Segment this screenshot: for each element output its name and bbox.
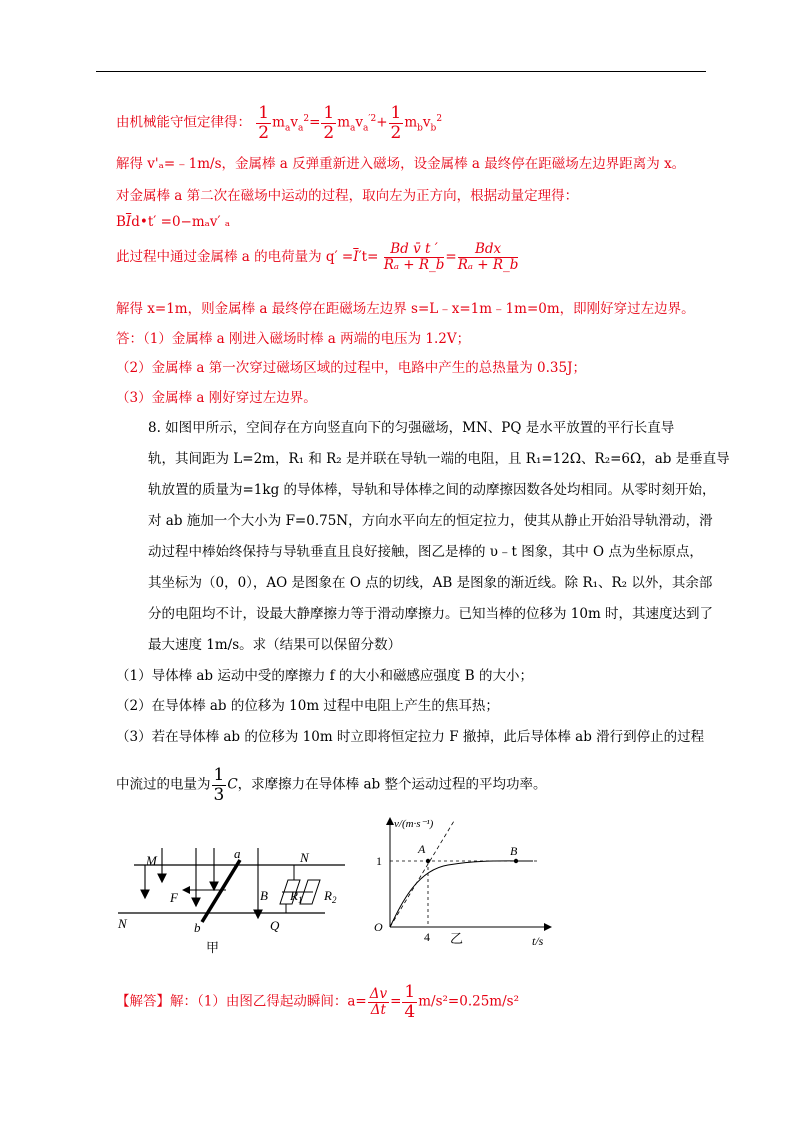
point-A — [426, 859, 430, 863]
text: ′t= — [358, 248, 379, 265]
momentum-equation — [116, 214, 230, 230]
problem-line-1: 8. 如图甲所示，空间存在方向竖直向下的匀强磁场，MN、PQ 是水平放置的平行长直导 — [148, 420, 675, 436]
y-label: v/(m·s⁻¹) — [394, 818, 434, 830]
text: a — [363, 123, 369, 134]
text: a — [284, 123, 291, 134]
field-arrows — [141, 848, 262, 918]
label-R2: $R_2$ — [324, 888, 337, 905]
text: 中流过的电量为 — [116, 776, 211, 793]
text: 2 — [370, 114, 377, 125]
text: 由机械能守恒定律得： — [116, 114, 251, 131]
text: = — [390, 993, 402, 1010]
fraction-half: $\frac{1}{2}$ — [258, 103, 270, 143]
text: a — [350, 123, 356, 134]
solution-line-3: 对金属棒 a 第二次在磁场中运动的过程，取向左为正方向，根据动量定理得： — [116, 188, 579, 204]
label-b: b — [194, 920, 201, 935]
point-B — [514, 859, 518, 863]
text: ，求摩擦力在导体棒 ab 整个运动过程的平均功率。 — [237, 776, 547, 793]
figure-jia — [110, 840, 360, 960]
fraction-bdvt: $\frac{\text{Bd v̄ t ′}}{\text{Rₐ + R\_b}}$ — [383, 241, 445, 273]
problem-line-4: 对 ab 施加一个大小为 F=0.75N，方向水平向左的恒定拉力，使其从静止开始沿导轨滑动，滑 — [148, 513, 713, 529]
question-2: （2）在导体棒 ab 的位移为 10m 过程中电阻上产生的焦耳热； — [116, 698, 499, 714]
tangent-OA — [390, 821, 454, 927]
text: 2 — [436, 114, 443, 125]
text: 解：（1）由图乙得起动瞬间：a= — [170, 993, 367, 1010]
text: ′ — [368, 114, 371, 125]
fraction-one-quarter: $\frac{1}{4}$ — [404, 982, 416, 1022]
fraction-bdx: $\frac{\text{Bdx}}{\text{Rₐ + R\_b}}$ — [457, 241, 519, 273]
velocity-curve — [390, 861, 533, 927]
caption-yi: 乙 — [450, 932, 464, 947]
text: B — [116, 214, 126, 230]
fraction-half: $\frac{1}{2}$ — [323, 103, 335, 143]
text: m — [272, 114, 285, 131]
fraction-half: $\frac{1}{2}$ — [390, 103, 402, 143]
label-Q: Q — [270, 918, 280, 933]
answer-start — [116, 983, 519, 1021]
label-M: M — [146, 853, 157, 868]
problem-line-2: 轨，其间距为 L=2m，R₁ 和 R₂ 是并联在导轨一端的电阻，且 R₁=12Ω、R₂=6Ω，ab 是垂直导 — [148, 451, 730, 467]
answer-line-3: （3）金属棒 a 刚好穿过左边界。 — [116, 390, 317, 406]
answer-line-1: 答：（1）金属棒 a 刚进入磁场时棒 a 两端的电压为 1.2V； — [116, 331, 471, 347]
text: = — [309, 114, 321, 131]
text: a — [297, 123, 304, 134]
text: v — [290, 114, 298, 131]
text: = — [445, 248, 457, 265]
text: 此过程中通过金属棒 a 的电荷量为 q′ = — [116, 248, 354, 265]
force-arrowhead — [182, 886, 190, 894]
figure-yi — [368, 815, 568, 950]
label-a: a — [234, 846, 241, 861]
tick-x-4: 4 — [424, 930, 430, 944]
text: v — [355, 114, 364, 131]
question-3: （3）若在导体棒 ab 的位移为 10m 时立即将恒定拉力 F 撤掉，此后导体棒 ab 滑行到停止的过程 — [116, 729, 705, 745]
mean-current: $\overline{I}$ — [125, 214, 132, 230]
solution-line-2: 解得 v'ₐ=﹣1m/s，金属棒 a 反弹重新进入磁场，设金属棒 a 最终停在距磁场左边界距离为 x。 — [116, 156, 686, 172]
problem-line-5: 动过程中棒始终保持与导轨垂直且良好接触，图乙是棒的 υ﹣t 图象，其中 O 点为坐标原点， — [148, 544, 703, 560]
label-O: O — [374, 920, 383, 934]
question-1: （1）导体棒 ab 运动中受的摩擦力 f 的大小和磁感应强度 B 的大小； — [116, 668, 533, 684]
text: + — [376, 114, 388, 131]
label-R1: $R_1$ — [290, 888, 303, 905]
fraction-one-third: $\frac{1}{3}$ — [213, 765, 225, 805]
question-3-continued — [116, 766, 546, 804]
problem-line-7: 分的电阻均不计，设最大静摩擦力等于滑动摩擦力。已知当棒的位移为 10m 时，其速度达到了 — [148, 606, 714, 622]
text: v — [422, 114, 431, 131]
text: 2 — [303, 114, 310, 125]
text: b — [417, 123, 423, 134]
problem-line-8: 最大速度 1m/s。求（结果可以保留分数） — [148, 637, 402, 653]
text: d•t′ =0−mₐv′ ₐ — [131, 214, 231, 230]
text: m — [404, 114, 418, 131]
problem-line-3: 轨放置的质量为=1kg 的导体棒，导轨和导体棒之间的动摩擦因数各处均相同。从零时刻开始， — [148, 482, 716, 498]
label-N-top: N — [300, 850, 309, 865]
x-label: t/s — [532, 934, 544, 948]
label-B: B — [260, 888, 268, 903]
tick-y-1: 1 — [376, 854, 382, 868]
label-B: B — [510, 844, 518, 858]
y-axis-arrow — [386, 817, 394, 825]
text: b — [430, 123, 437, 134]
text: m — [337, 114, 351, 131]
answer-line-2: （2）金属棒 a 第一次穿过磁场区域的过程中，电路中产生的总热量为 0.35J； — [116, 360, 586, 376]
mean-current: $\overline{I}$ — [353, 248, 359, 265]
x-axis-arrow — [544, 923, 552, 931]
caption-jia: 甲 — [206, 941, 220, 956]
label-A: A — [418, 842, 426, 856]
energy-conservation-line — [116, 104, 442, 142]
fraction-dv-dt: $\frac{\Delta v}{\Delta t}$ — [369, 985, 388, 1018]
problem-line-6: 其坐标为（0，0），AO 是图象在 O 点的切线，AB 是图象的渐近线。除 R₁、R₂ 以外，其余部 — [148, 575, 713, 591]
label-N-left: N — [118, 916, 127, 931]
solution-line-6: 解得 x=1m，则金属棒 a 最终停在距磁场左边界 s=L﹣x=1m﹣1m=0m，即刚好穿过左边界。 — [116, 301, 695, 317]
charge-equation — [116, 242, 519, 273]
text: m/s²=0.25m/s² — [418, 993, 519, 1010]
label-F: F — [170, 890, 178, 905]
text: C — [227, 776, 238, 793]
answer-tag: 【解答】 — [116, 993, 170, 1010]
header-rule — [96, 71, 706, 72]
